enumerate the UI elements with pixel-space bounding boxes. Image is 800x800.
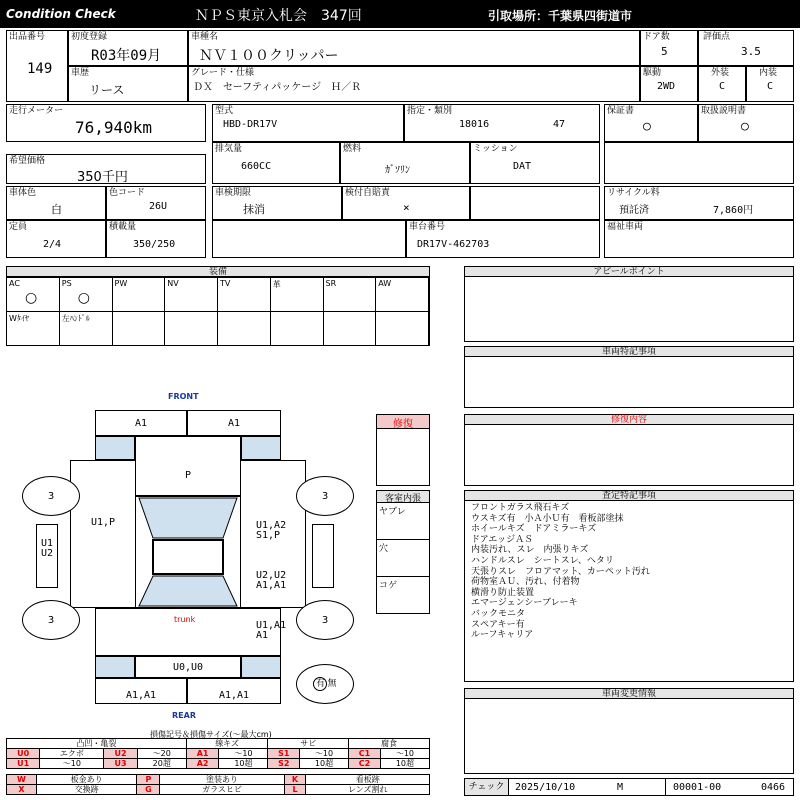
recycle-cell bbox=[604, 186, 794, 220]
displacement-label: 排気量 bbox=[215, 144, 243, 154]
legend-cell: 線キズ bbox=[186, 739, 268, 749]
equipment-key: NV bbox=[167, 279, 179, 288]
inspection-notes-title: 査定特記事項 bbox=[465, 491, 793, 501]
legend-cell: サビ bbox=[268, 739, 349, 749]
first-reg-label: 初度登録 bbox=[71, 32, 108, 42]
designation-cell bbox=[404, 104, 600, 142]
legend-cell: A1 bbox=[186, 749, 219, 759]
load-label: 積載量 bbox=[109, 222, 137, 232]
rear-right-fender bbox=[241, 656, 281, 678]
check-date: 2025/10/10 bbox=[515, 782, 576, 793]
legend-cell: 〜10 bbox=[40, 759, 104, 769]
recycle-fee: 7,860円 bbox=[713, 205, 754, 216]
legend-cell: U0 bbox=[7, 749, 40, 759]
exterior-label: 外装 bbox=[711, 68, 730, 78]
exterior: C bbox=[719, 81, 726, 92]
legend-cell: P bbox=[137, 775, 160, 785]
cabin-items bbox=[377, 503, 429, 614]
equipment-cell bbox=[271, 277, 324, 311]
equipment-key: 革 bbox=[272, 280, 281, 289]
equipment-key: 左ﾊﾝﾄﾞﾙ bbox=[61, 314, 90, 323]
rear-left-fender bbox=[95, 656, 135, 678]
rear-bumper-top: U0,U0 bbox=[135, 656, 241, 678]
grade-label: グレード・仕様 bbox=[191, 68, 255, 78]
insurance: × bbox=[403, 201, 410, 214]
header-title: Condition Check bbox=[6, 7, 116, 21]
equipment-cell bbox=[113, 277, 166, 311]
equipment-value: ○ bbox=[25, 290, 38, 306]
lot-label: 出品番号 bbox=[9, 32, 46, 42]
equipment-cell bbox=[271, 311, 324, 345]
score-label: 評価点 bbox=[703, 32, 731, 42]
drive-label: 駆動 bbox=[643, 68, 662, 78]
inspection-notes-list bbox=[471, 503, 650, 641]
lot-number: 149 bbox=[27, 61, 53, 77]
right-door-2: S1,P bbox=[256, 530, 281, 541]
inspection-note: ウスキズ有 小Ａ小Ｕ有 看板部塗抹 bbox=[471, 513, 624, 524]
mileage: 76,940km bbox=[75, 118, 153, 137]
inspection-note: フロントガラス飛石キズ bbox=[471, 503, 570, 513]
legend-cell: U3 bbox=[104, 759, 137, 769]
legend-table bbox=[6, 738, 430, 769]
insurance-label: 検付自賠責 bbox=[345, 188, 391, 198]
inspection-note: スペアキー有 bbox=[471, 619, 525, 630]
right-trunk-2: A1 bbox=[256, 630, 269, 641]
inspection-label: 車検期限 bbox=[215, 188, 252, 198]
legend-cell: C1 bbox=[349, 749, 381, 759]
first-reg-cell bbox=[68, 30, 188, 66]
warranty-cell bbox=[604, 104, 698, 142]
doors-label: ドア数 bbox=[643, 32, 670, 42]
color-code-label: 色コード bbox=[109, 188, 146, 198]
designation: 18016 bbox=[459, 119, 490, 130]
legend-cell: 板金あり bbox=[36, 775, 136, 785]
equipment-cell bbox=[165, 277, 218, 311]
equipment-key: SR bbox=[325, 279, 337, 288]
legend-title: 損傷記号＆損傷サイズ(〜最大cm) bbox=[150, 730, 272, 739]
blank-right-cell bbox=[604, 142, 794, 184]
repair-title: 修復 bbox=[377, 415, 429, 429]
repair-content-title: 修復内容 bbox=[465, 415, 793, 425]
trunk-label: trunk bbox=[174, 615, 196, 624]
header-bar bbox=[0, 0, 800, 28]
first-reg: R03年09月 bbox=[91, 48, 162, 64]
cabin-box bbox=[376, 490, 430, 614]
equipment-value: ○ bbox=[77, 290, 90, 306]
equipment-cell bbox=[324, 311, 377, 345]
manual: ○ bbox=[741, 119, 749, 134]
drive-cell bbox=[640, 66, 698, 102]
welfare-label: 福祉車両 bbox=[607, 222, 644, 232]
transmission-label: ミッション bbox=[473, 144, 518, 154]
hood: P bbox=[135, 436, 241, 496]
legend-cell: W bbox=[7, 775, 37, 785]
equipment-cell bbox=[165, 311, 218, 345]
fuel: ｶﾞｿﾘﾝ bbox=[385, 165, 410, 176]
left-side-1: U1 bbox=[40, 538, 54, 549]
front-bumper-left: A1 bbox=[95, 410, 187, 436]
check-mark: M bbox=[617, 782, 624, 793]
legend-cell: U2 bbox=[104, 749, 137, 759]
mileage-cell bbox=[6, 104, 206, 142]
legend-cell: S1 bbox=[268, 749, 300, 759]
auction-title: ＮＰＳ東京入札会 347回 bbox=[195, 8, 362, 24]
recycle-label: リサイクル料 bbox=[607, 188, 660, 198]
spare-no: 無 bbox=[327, 679, 337, 689]
front-bumper-right: A1 bbox=[187, 410, 281, 436]
capacity: 2/4 bbox=[43, 239, 62, 250]
transmission: DAT bbox=[513, 161, 532, 172]
legend-cell: 看板跡 bbox=[306, 775, 430, 785]
equipment-panel bbox=[6, 266, 430, 346]
inspection-note: ルーフキャリア bbox=[471, 630, 534, 641]
legend-cell: L bbox=[284, 785, 306, 795]
footer-divider bbox=[665, 779, 666, 795]
left-side-2: U2 bbox=[40, 548, 54, 559]
color-label: 車体色 bbox=[9, 188, 37, 198]
capacity-label: 定員 bbox=[9, 222, 28, 232]
appeal-title: アピールポイント bbox=[465, 267, 793, 277]
doors-cell bbox=[640, 30, 698, 66]
right-door-1: U1,A2 bbox=[256, 520, 287, 531]
rear-bumper-right: A1,A1 bbox=[187, 678, 281, 704]
legend-cell: ガラスヒビ bbox=[160, 785, 284, 795]
model-code: HBD-DR17V bbox=[223, 119, 278, 130]
legend-cell: 〜10 bbox=[219, 749, 268, 759]
front-label: FRONT bbox=[168, 392, 199, 401]
manual-cell bbox=[698, 104, 794, 142]
chassis-cell bbox=[406, 220, 600, 258]
right-rear-2: A1,A1 bbox=[256, 580, 287, 591]
legend-cell: 凸凹・亀裂 bbox=[7, 739, 187, 749]
special-panel bbox=[464, 346, 794, 408]
front-right-fender bbox=[241, 436, 281, 460]
spare-yes: 有 bbox=[313, 677, 327, 691]
displacement-cell bbox=[212, 142, 340, 184]
transmission-cell bbox=[470, 142, 600, 184]
special-title: 車両特記事項 bbox=[465, 347, 793, 357]
equipment-cell bbox=[60, 277, 113, 311]
footer-bar bbox=[464, 778, 794, 796]
repair-box bbox=[376, 414, 430, 486]
exterior-cell bbox=[698, 66, 746, 102]
legend-cell: S2 bbox=[268, 759, 300, 769]
insurance-cell bbox=[342, 186, 470, 220]
legend-cell: 交換跡 bbox=[36, 785, 136, 795]
legend-cell: 〜10 bbox=[299, 749, 348, 759]
fuel-label: 燃料 bbox=[343, 144, 362, 154]
change-info-title: 車両変更情報 bbox=[465, 689, 793, 699]
score: 3.5 bbox=[741, 45, 761, 58]
pickup-location: 引取場所：千葉県四街道市 bbox=[488, 9, 633, 23]
right-rear-1: U2,U2 bbox=[256, 570, 287, 581]
interior-cell bbox=[746, 66, 794, 102]
lot-cell bbox=[6, 30, 68, 102]
change-info-panel bbox=[464, 688, 794, 774]
legend-cell: U1 bbox=[7, 759, 40, 769]
history-cell bbox=[68, 66, 188, 102]
cabin-title: 客室内張 bbox=[377, 491, 429, 503]
equipment-cell bbox=[324, 277, 377, 311]
inspection-cell bbox=[212, 186, 342, 220]
rear-label: REAR bbox=[172, 711, 196, 720]
left-side-panel bbox=[36, 524, 58, 588]
equipment-key: Wﾀｲﾔ bbox=[9, 314, 29, 323]
legend-cell: 腐食 bbox=[349, 739, 430, 749]
color: 白 bbox=[51, 203, 62, 216]
front-left-fender bbox=[95, 436, 135, 460]
model-name-label: 車種名 bbox=[191, 32, 219, 42]
legend-cell: 10超 bbox=[219, 759, 268, 769]
legend-cell: A2 bbox=[186, 759, 219, 769]
interior: C bbox=[767, 81, 774, 92]
grade-cell bbox=[188, 66, 640, 102]
inspection: 抹消 bbox=[243, 203, 265, 216]
model-name: ＮＶ１００クリッパー bbox=[199, 48, 339, 64]
legend-cell: X bbox=[7, 785, 37, 795]
warranty: ○ bbox=[643, 119, 651, 134]
right-side-panel bbox=[312, 524, 334, 588]
chassis: DR17V-462703 bbox=[417, 239, 490, 250]
inspection-notes-panel bbox=[464, 490, 794, 682]
model-code-label: 型式 bbox=[215, 106, 234, 116]
warranty-label: 保証書 bbox=[607, 106, 635, 116]
color-cell bbox=[6, 186, 106, 220]
cabin-item: 穴 bbox=[377, 540, 429, 577]
wheel-rear-right: 3 bbox=[296, 600, 354, 640]
category: 47 bbox=[553, 119, 566, 130]
doors: 5 bbox=[661, 45, 668, 58]
rear-bumper-left: A1,A1 bbox=[95, 678, 187, 704]
wheel-front-right: 3 bbox=[296, 476, 354, 516]
repair-content-panel bbox=[464, 414, 794, 486]
welfare-cell bbox=[604, 220, 794, 258]
price-label: 希望価格 bbox=[9, 156, 46, 166]
inspection-note: ハンドルスレ シートスレ、ヘタリ bbox=[471, 555, 614, 566]
appeal-panel bbox=[464, 266, 794, 342]
legend-cell: エクボ bbox=[40, 749, 104, 759]
manual-label: 取扱説明書 bbox=[701, 106, 747, 116]
legend-cell: G bbox=[137, 785, 160, 795]
load-cell bbox=[106, 220, 206, 258]
left-door: U1,P bbox=[70, 460, 136, 608]
inspection-note: 横滑り防止装置 bbox=[471, 587, 535, 598]
inspection-note: 内装汚れ、スレ 内張りキズ bbox=[471, 545, 589, 556]
spare-tire bbox=[296, 664, 354, 704]
equipment-cell bbox=[218, 277, 271, 311]
inspection-note: 天張りスレ フロアマット、カーペット汚れ bbox=[471, 566, 650, 577]
drive: 2WD bbox=[657, 81, 676, 92]
blank-chassis-left bbox=[212, 220, 406, 258]
legend-cell: 20超 bbox=[137, 759, 186, 769]
wheel-rear-left: 3 bbox=[22, 600, 80, 640]
legend-table-2 bbox=[6, 774, 430, 795]
footer-code: 00001-00 bbox=[673, 782, 722, 793]
legend-cell: C2 bbox=[349, 759, 381, 769]
model-code-cell bbox=[212, 104, 404, 142]
inspection-note: バックモニタ bbox=[471, 608, 526, 619]
windshield-glass bbox=[135, 496, 241, 608]
price: 350千円 bbox=[77, 170, 128, 185]
equipment-title: 装備 bbox=[7, 267, 429, 277]
fuel-cell bbox=[340, 142, 470, 184]
equipment-cell bbox=[7, 311, 60, 345]
equipment-key: AC bbox=[9, 279, 20, 288]
check-label: チェック bbox=[465, 779, 509, 795]
equipment-cell bbox=[376, 311, 429, 345]
color-code: 26U bbox=[149, 201, 168, 212]
inspection-note: エマージェンシーブレーキ bbox=[471, 598, 578, 609]
right-trunk-1: U1,A1 bbox=[256, 620, 287, 631]
equipment-cell bbox=[7, 277, 60, 311]
equipment-grid bbox=[7, 277, 429, 345]
wheel-front-left: 3 bbox=[22, 476, 80, 516]
load: 350/250 bbox=[133, 239, 176, 250]
equipment-cell bbox=[60, 311, 113, 345]
equipment-cell bbox=[376, 277, 429, 311]
designation-label: 指定・類別 bbox=[407, 106, 453, 116]
cabin-item: コゲ bbox=[377, 577, 429, 614]
chassis-label: 車台番号 bbox=[409, 222, 446, 232]
model-name-cell bbox=[188, 30, 640, 66]
cabin-item: ヤブレ bbox=[377, 503, 429, 540]
blank-mid-cell bbox=[470, 186, 600, 220]
equipment-cell bbox=[218, 311, 271, 345]
price-cell bbox=[6, 154, 206, 184]
equipment-key: PW bbox=[114, 279, 128, 288]
legend-cell: 10超 bbox=[299, 759, 348, 769]
score-cell bbox=[698, 30, 794, 66]
interior-label: 内装 bbox=[759, 68, 778, 78]
color-code-cell bbox=[106, 186, 206, 220]
history-label: 車歴 bbox=[71, 68, 90, 78]
mileage-label: 走行メーター bbox=[9, 106, 64, 116]
legend-cell: 〜20 bbox=[137, 749, 186, 759]
footer-num: 0466 bbox=[761, 782, 786, 793]
equipment-key: AW bbox=[378, 279, 392, 288]
legend-cell: 塗装あり bbox=[160, 775, 284, 785]
legend-cell: K bbox=[284, 775, 306, 785]
legend-cell: 〜10 bbox=[380, 749, 429, 759]
grade: ＤＸ セーフティパッケージ Ｈ／Ｒ bbox=[193, 82, 362, 93]
inspection-note: 荷物室ＡＵ、汚れ、付着物 bbox=[471, 577, 580, 588]
displacement: 660CC bbox=[241, 161, 272, 172]
inspection-note: ホイールキズ ドアミラーキズ bbox=[471, 524, 597, 535]
equipment-key: TV bbox=[220, 279, 231, 288]
inspection-note: ドアエッジＡＳ bbox=[471, 534, 534, 545]
equipment-key: PS bbox=[61, 279, 72, 288]
legend-cell: レンズ割れ bbox=[306, 785, 430, 795]
equipment-cell bbox=[113, 311, 166, 345]
recycle-status: 預託済 bbox=[619, 205, 649, 216]
legend-cell: 10超 bbox=[380, 759, 429, 769]
history: リース bbox=[89, 83, 125, 97]
capacity-cell bbox=[6, 220, 106, 258]
